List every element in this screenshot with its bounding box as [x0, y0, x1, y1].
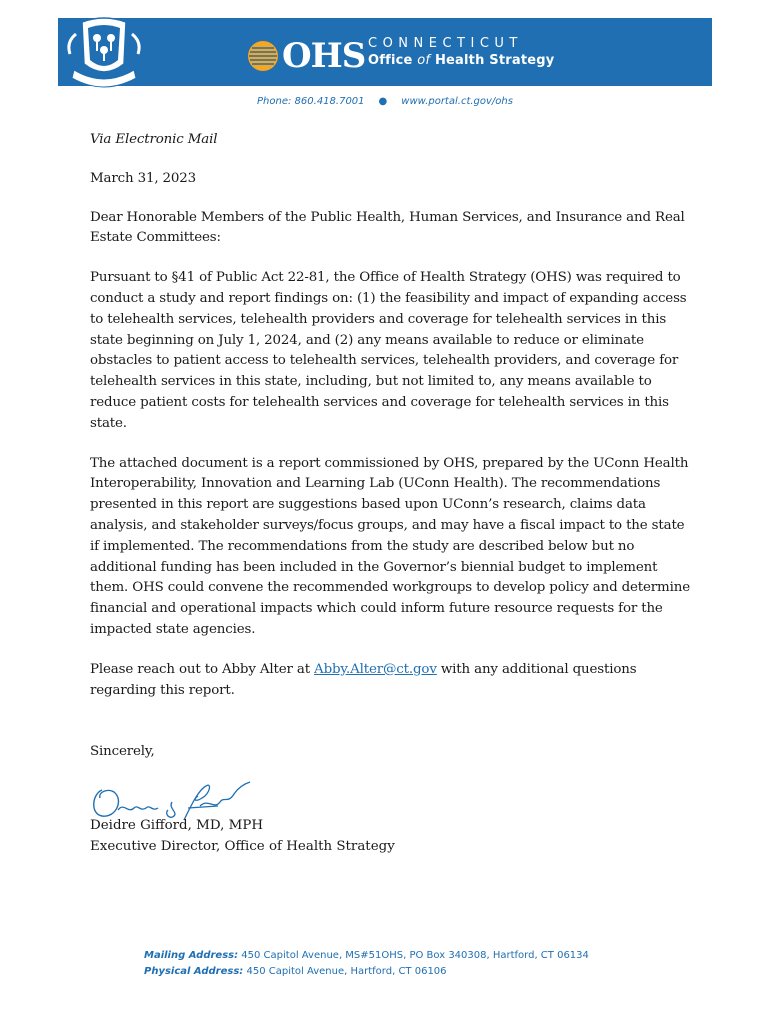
mailing-address: Mailing Address: 450 Capitol Avenue, MS#51OHS, PO Box 340308, Hartford, CT 06134 [144, 950, 589, 961]
letter-date: March 31, 2023 [90, 170, 197, 186]
paragraph-contact: Please reach out to Abby Alter at Abby.Alter@ct.gov with any additional questions regarding this report. [90, 661, 637, 698]
closing: Sincerely, [90, 744, 155, 760]
state-name: CONNECTICUT [368, 36, 523, 51]
signer-title: Executive Director, Office of Health Strategy [90, 839, 395, 854]
bullet-separator: ● [378, 96, 388, 107]
website-link[interactable]: www.portal.ct.gov/ohs [401, 96, 513, 107]
ohs-logo [246, 36, 365, 76]
phone-number: Phone: 860.418.7001 [257, 96, 365, 107]
footer-addresses [144, 948, 589, 980]
physical-address: Physical Address: 450 Capitol Avenue, Hartford, CT 06106 [144, 966, 447, 977]
email-link[interactable]: Abby.Alter@ct.gov [314, 661, 437, 677]
office-name: Office of Health Strategy [368, 53, 555, 68]
signer-name: Deidre Gifford, MD, MPH [90, 818, 264, 833]
salutation: Dear Honorable Members of the Public Health, Human Services, and Insurance and Real Estate Committees: [90, 209, 685, 246]
ohs-sunburst-icon [246, 39, 280, 73]
connecticut-seal-icon [64, 14, 144, 94]
ohs-logo-text: OHS [282, 36, 366, 76]
contact-line [0, 96, 770, 107]
delivery-method: Via Electronic Mail [90, 132, 218, 147]
paragraph-study: Pursuant to §41 of Public Act 22-81, the Office of Health Strategy (OHS) was required to conduct a study and report findings on: (1) the feasibility and impact of expanding access to telehealth services, telehealth providers and coverage for telehealth services in this state beginning on July 1, 2024, and (2) any means available to reduce or eliminate obstacles to patient access to telehealth services, telehealth providers, and coverage for telehealth services in this state, including, but not limited to, any means available to reduce patient costs for telehealth services and coverage for telehealth services in this state. [90, 270, 687, 431]
letter-body [90, 130, 690, 763]
agency-name [368, 36, 554, 70]
paragraph-report: The attached document is a report commissioned by OHS, prepared by the UConn Health Interoperability, Innovation and Learning Lab (UConn Health). The recommendations presented in this report are suggestions based upon UConn’s research, claims data analysis, and stakeholder surveys/focus groups, and may have a fiscal impact to the state if implemented. The recommendations from the study are described below but no additional funding has been included in the Governor’s biennial budget to implement them. OHS could convene the recommended workgroups to develop policy and determine financial and operational impacts which could inform future resource requests for the impacted state agencies. [90, 455, 690, 637]
